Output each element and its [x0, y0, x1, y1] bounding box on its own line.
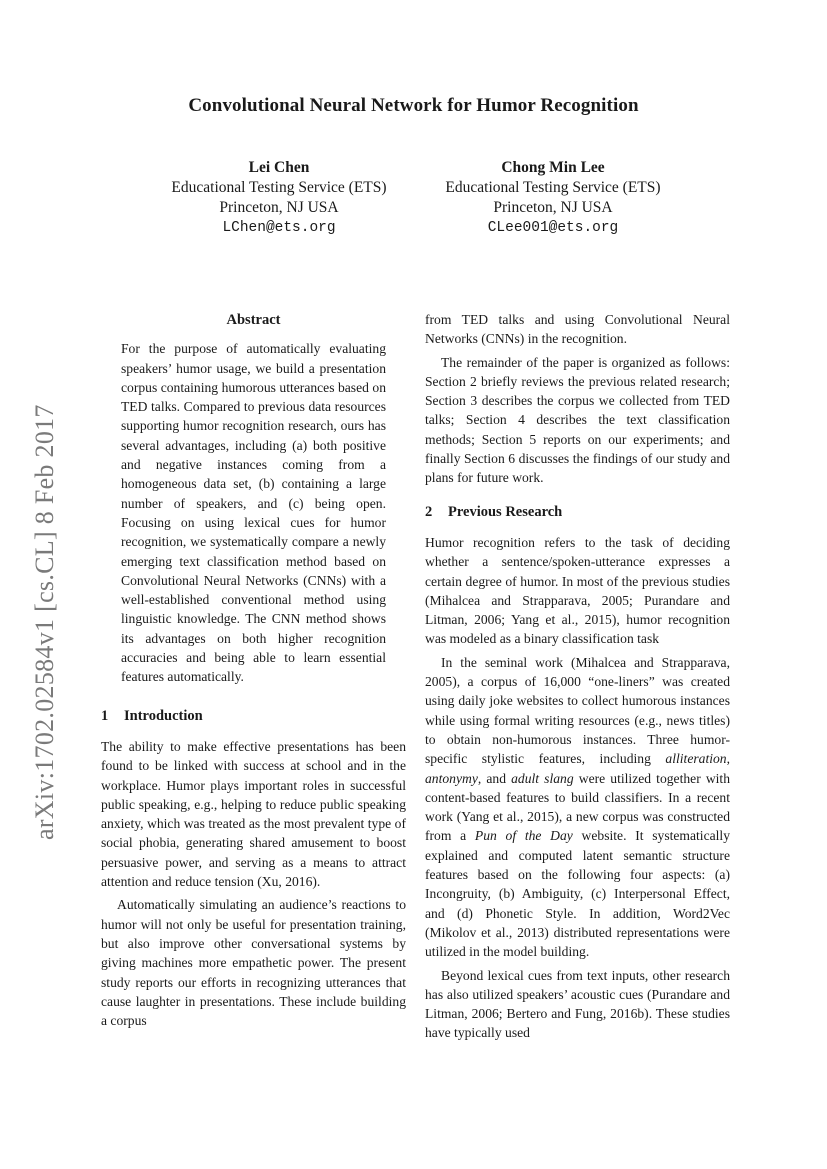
intro-paragraph-1: The ability to make effective presentations has been found to be linked with success at school and in the workplace. Humor plays important roles in successful public speaking, e.g., helping to reduce public speaking anxiety, which was treated as the most prevalent type of social phobia, generating shared amusement to boost persuasive power, and serving as a means to attract attention and reduce tension (Xu, 2016).	[101, 738, 406, 890]
text-run: , and	[477, 770, 512, 786]
intro-paragraph-3: The remainder of the paper is organized as follows: Section 2 briefly reviews the previous related research; Section 3 describes the corpus we collected from TED talks; Section 4 describes the text classification methods; Section 5 reports on our experiments; and finally Section 6 discusses the findings of our study and plans for future work.	[425, 354, 730, 486]
abstract-body: For the purpose of automatically evaluating speakers’ humor usage, we build a presentation corpus containing humorous utterances based on TED talks. Compared to previous data resources supporting humor recognition research, ours has several advantages, including (a) both positive and negative instances coming from a homogeneous data set, (b) containing a large number of speakers, and (c) being open. Focusing on using lexical cues for humor recognition, we systematically compare a newly emerging text classification method based on Convolutional Neural Networks (CNNs) with a well-established conventional method using linguistic knowledge. The CNN method shows its advantages on both higher recognition accuracies and being able to learn essential features automatically.	[121, 341, 386, 685]
previous-paragraph-3: Beyond lexical cues from text inputs, other research has also utilized speakers’ acoustic cues (Purandare and Litman, 2006; Bertero and Fung, 2016b). These studies have typically used	[425, 967, 730, 1041]
paper-title: Convolutional Neural Network for Humor Recognition	[188, 95, 639, 116]
author-email[interactable]: LChen@ets.org	[222, 220, 336, 236]
author-affiliation: Educational Testing Service (ETS)	[171, 179, 387, 196]
section-number: 2	[425, 503, 433, 520]
section-title: Previous Research	[448, 503, 563, 520]
section-number: 1	[101, 707, 109, 724]
abstract-heading: Abstract	[226, 312, 281, 328]
right-column	[425, 310, 730, 1047]
section-title: Introduction	[124, 707, 203, 724]
intro-paragraph-2-continued: from TED talks and using Convolutional Neural Networks (CNNs) in the recognition.	[425, 312, 730, 347]
author-block-2	[423, 158, 683, 238]
author-location: Princeton, NJ USA	[219, 199, 339, 216]
author-name: Chong Min Lee	[501, 159, 605, 176]
arxiv-stamp: arXiv:1702.02584v1 [cs.CL] 8 Feb 2017	[30, 404, 59, 840]
section-heading-introduction	[101, 707, 406, 726]
previous-paragraph-1: Humor recognition refers to the task of deciding whether a sentence/spoken-utterance expresses a certain degree of humor. In most of the previous studies (Mihalcea and Strapparava, 2005; Purandare and Litman, 2006; Yang et al., 2015), humor recognition was modeled as a binary classification task	[425, 534, 730, 647]
author-email[interactable]: CLee001@ets.org	[487, 220, 619, 236]
italic-term: Pun of the Day	[474, 828, 573, 844]
text-run: ,	[726, 751, 730, 767]
author-location: Princeton, NJ USA	[493, 199, 613, 216]
italic-term: alliteration	[665, 751, 727, 767]
author-name: Lei Chen	[248, 159, 310, 176]
author-block-1	[149, 158, 409, 238]
text-run: were utilized together with content-based features to build classifiers. In a recent work (Yang et al., 2015), a new corpus was constructed from a	[425, 770, 731, 844]
left-column	[101, 310, 406, 1034]
intro-paragraph-2: Automatically simulating an audience’s reactions to humor will not only be useful for presentation training, but also improve other conversational systems by giving machines more empathetic power. The present study reports our efforts in recognizing utterances that cause laughter in presentations. These include building a corpus	[101, 897, 406, 1029]
text-run: In the seminal work (Mihalcea and Strapparava, 2005), a corpus of 16,000 “one-liners” was created using daily joke websites to collect humorous instances while using formal writing resources (e.g., news titles) to obtain non-humorous instances. Three humor-specific stylistic features, including	[425, 654, 730, 767]
italic-term: antonymy	[425, 770, 478, 786]
author-affiliation: Educational Testing Service (ETS)	[445, 179, 661, 196]
section-heading-previous-research	[425, 503, 730, 522]
previous-paragraph-2	[425, 653, 730, 962]
italic-term: adult slang	[511, 770, 574, 786]
text-run: website. It systematically explained and computed latent semantic structure features based on the following four aspects: (a) Incongruity, (b) Ambiguity, (c) Interpersonal Effect, and (d) Phonetic Style. In addition, Word2Vec (Mikolov et al., 2013) distributed representations were utilized in the model building.	[425, 828, 730, 960]
